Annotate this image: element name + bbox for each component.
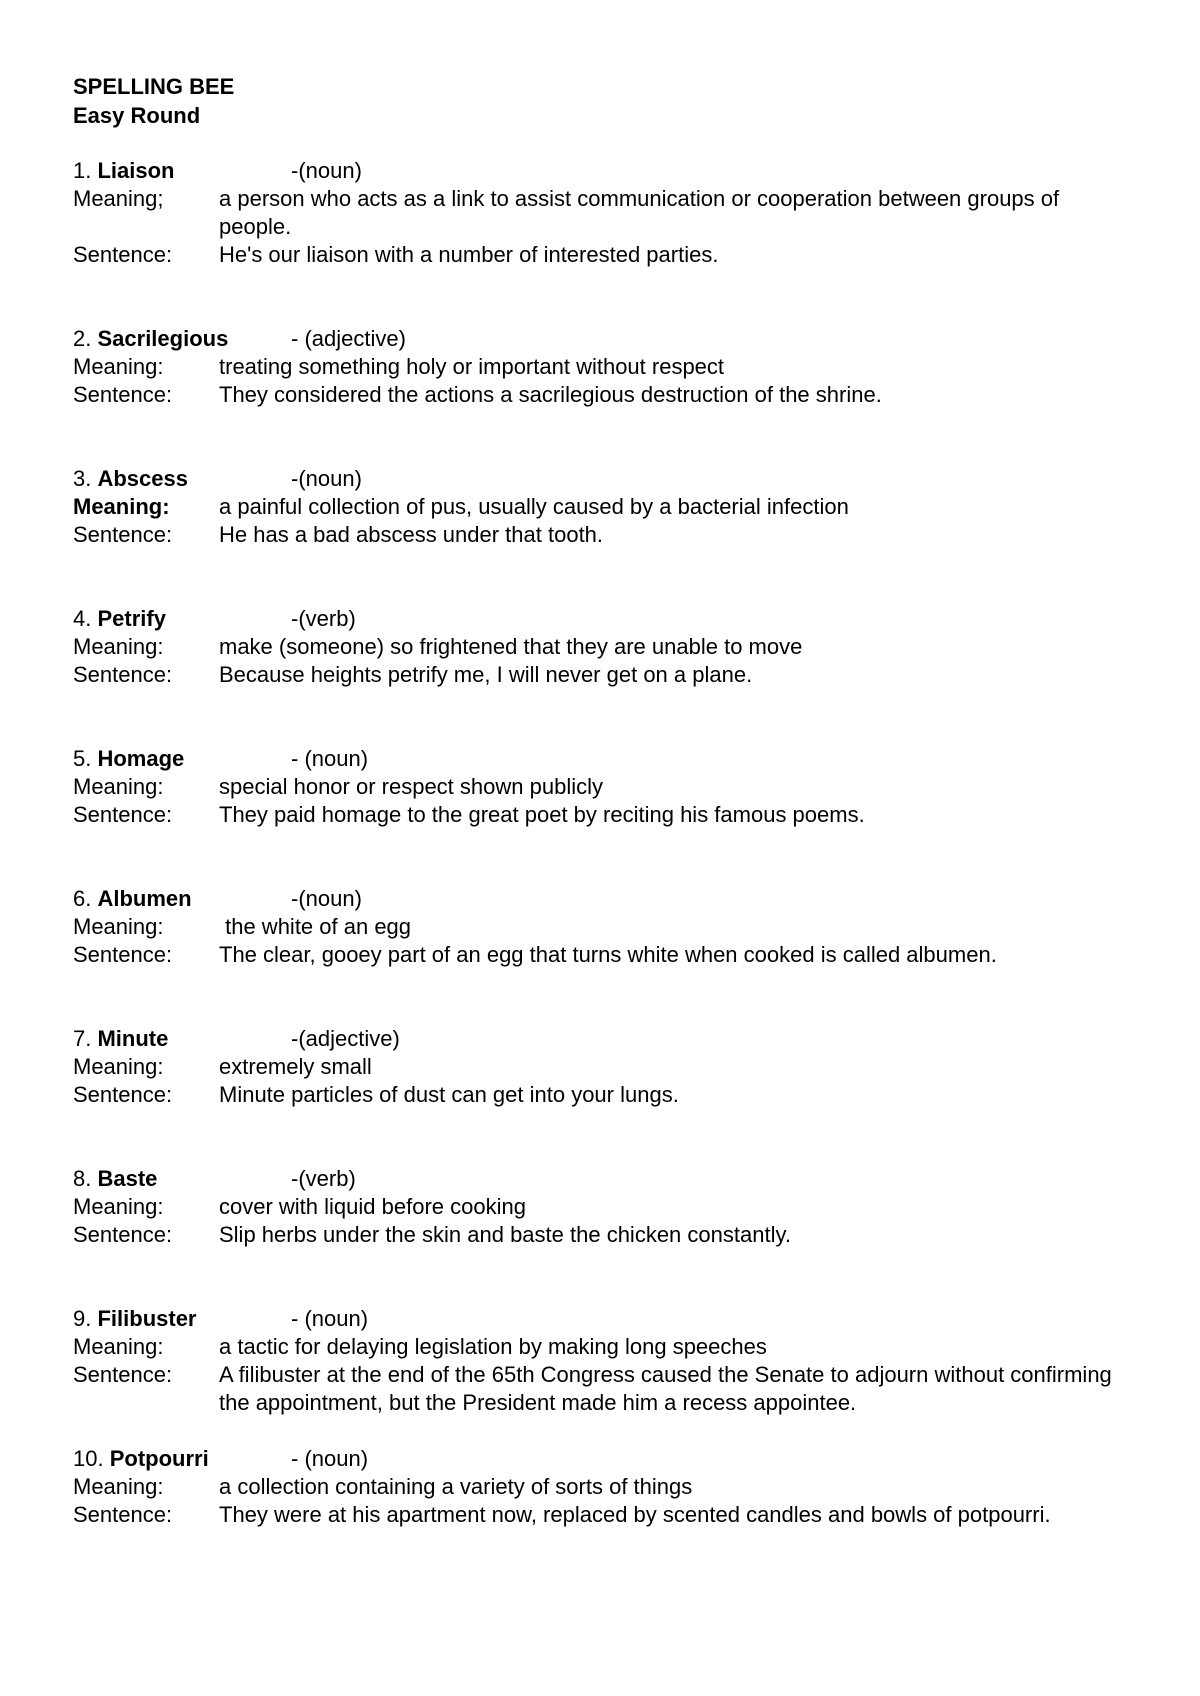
entry-number: 3.	[73, 466, 92, 491]
document-page	[73, 72, 1133, 1529]
entry-number: 6.	[73, 886, 92, 911]
entry-number: 8.	[73, 1166, 92, 1191]
sentence-label: Sentence:	[73, 1502, 173, 1527]
meaning-row	[73, 353, 1133, 381]
word-entry-4	[73, 605, 1133, 689]
entry-number: 9.	[73, 1306, 92, 1331]
meaning-row	[73, 493, 1133, 521]
entry-part-of-speech: -(noun)	[291, 466, 362, 491]
sentence-text: He's our liaison with a number of interested parties.	[219, 242, 719, 267]
document-subtitle: Easy Round	[73, 103, 201, 128]
entry-part-of-speech: -(noun)	[291, 158, 362, 183]
entry-word: Albumen	[97, 886, 192, 911]
meaning-label: Meaning;	[73, 186, 164, 211]
meaning-label: Meaning:	[73, 494, 170, 519]
meaning-text: cover with liquid before cooking	[219, 1194, 526, 1219]
sentence-text: Slip herbs under the skin and baste the chicken constantly.	[219, 1222, 791, 1247]
entry-number: 10.	[73, 1446, 104, 1471]
word-entry-6	[73, 885, 1133, 969]
entry-word: Filibuster	[97, 1306, 197, 1331]
entry-part-of-speech: - (noun)	[291, 1306, 369, 1331]
word-entry-10	[73, 1445, 1133, 1529]
meaning-text: a collection containing a variety of sorts of things	[219, 1474, 693, 1499]
sentence-label: Sentence:	[73, 522, 173, 547]
sentence-text: A filibuster at the end of the 65th Congress caused the Senate to adjourn without confirming the appointment, but the President made him a recess appointee.	[219, 1362, 1112, 1415]
sentence-label: Sentence:	[73, 1082, 173, 1107]
word-list	[73, 157, 1133, 1529]
entry-heading	[73, 745, 1133, 773]
sentence-text: They were at his apartment now, replaced by scented candles and bowls of potpourri.	[219, 1502, 1051, 1527]
entry-heading	[73, 885, 1133, 913]
entry-heading	[73, 465, 1133, 493]
meaning-text: the white of an egg	[219, 914, 412, 939]
meaning-label: Meaning:	[73, 914, 164, 939]
entry-heading	[73, 1445, 1133, 1473]
entry-heading	[73, 157, 1133, 185]
sentence-text: They paid homage to the great poet by reciting his famous poems.	[219, 802, 865, 827]
word-entry-5	[73, 745, 1133, 829]
meaning-text: a tactic for delaying legislation by making long speeches	[219, 1334, 767, 1359]
entry-word: Sacrilegious	[97, 326, 229, 351]
meaning-text: a person who acts as a link to assist communication or cooperation between groups of people.	[219, 186, 1060, 239]
meaning-label: Meaning:	[73, 1334, 164, 1359]
meaning-label: Meaning:	[73, 1054, 164, 1079]
sentence-row	[73, 1361, 1133, 1417]
sentence-row	[73, 1081, 1133, 1109]
sentence-text: Because heights petrify me, I will never get on a plane.	[219, 662, 753, 687]
meaning-row	[73, 185, 1133, 241]
entry-part-of-speech: -(verb)	[291, 1166, 356, 1191]
entry-number: 5.	[73, 746, 92, 771]
entry-heading	[73, 1305, 1133, 1333]
word-entry-1	[73, 157, 1133, 269]
word-entry-7	[73, 1025, 1133, 1109]
meaning-row	[73, 1193, 1133, 1221]
sentence-text: Minute particles of dust can get into your lungs.	[219, 1082, 679, 1107]
entry-word: Baste	[97, 1166, 158, 1191]
meaning-text: extremely small	[219, 1054, 372, 1079]
meaning-row	[73, 1473, 1133, 1501]
sentence-row	[73, 1221, 1133, 1249]
entry-part-of-speech: -(adjective)	[291, 1026, 400, 1051]
entry-number: 2.	[73, 326, 92, 351]
word-entry-3	[73, 465, 1133, 549]
entry-word: Petrify	[97, 606, 166, 631]
sentence-row	[73, 661, 1133, 689]
meaning-text: a painful collection of pus, usually caused by a bacterial infection	[219, 494, 849, 519]
sentence-row	[73, 941, 1133, 969]
word-entry-8	[73, 1165, 1133, 1249]
word-entry-9	[73, 1305, 1133, 1417]
entry-word: Liaison	[97, 158, 175, 183]
entry-word: Potpourri	[109, 1446, 209, 1471]
sentence-label: Sentence:	[73, 942, 173, 967]
sentence-row	[73, 1501, 1133, 1529]
sentence-row	[73, 241, 1133, 269]
entry-heading	[73, 605, 1133, 633]
sentence-label: Sentence:	[73, 1362, 173, 1387]
sentence-text: He has a bad abscess under that tooth.	[219, 522, 604, 547]
meaning-label: Meaning:	[73, 634, 164, 659]
entry-number: 1.	[73, 158, 92, 183]
entry-heading	[73, 1025, 1133, 1053]
entry-part-of-speech: - (adjective)	[291, 326, 406, 351]
meaning-row	[73, 1333, 1133, 1361]
meaning-row	[73, 913, 1133, 941]
sentence-row	[73, 381, 1133, 409]
sentence-label: Sentence:	[73, 242, 173, 267]
meaning-text: make (someone) so frightened that they are unable to move	[219, 634, 803, 659]
document-title: SPELLING BEE	[73, 74, 235, 99]
meaning-label: Meaning:	[73, 354, 164, 379]
entry-part-of-speech: - (noun)	[291, 1446, 369, 1471]
sentence-label: Sentence:	[73, 1222, 173, 1247]
entry-word: Minute	[97, 1026, 169, 1051]
meaning-row	[73, 1053, 1133, 1081]
sentence-label: Sentence:	[73, 662, 173, 687]
entry-part-of-speech: -(noun)	[291, 886, 362, 911]
entry-number: 7.	[73, 1026, 92, 1051]
entry-part-of-speech: -(verb)	[291, 606, 356, 631]
entry-heading	[73, 1165, 1133, 1193]
meaning-text: treating something holy or important without respect	[219, 354, 725, 379]
sentence-text: They considered the actions a sacrilegious destruction of the shrine.	[219, 382, 882, 407]
meaning-row	[73, 633, 1133, 661]
word-entry-2	[73, 325, 1133, 409]
sentence-row	[73, 801, 1133, 829]
entry-heading	[73, 325, 1133, 353]
sentence-label: Sentence:	[73, 382, 173, 407]
sentence-row	[73, 521, 1133, 549]
entry-word: Homage	[97, 746, 185, 771]
meaning-row	[73, 773, 1133, 801]
meaning-label: Meaning:	[73, 774, 164, 799]
meaning-label: Meaning:	[73, 1194, 164, 1219]
meaning-label: Meaning:	[73, 1474, 164, 1499]
meaning-text: special honor or respect shown publicly	[219, 774, 603, 799]
entry-number: 4.	[73, 606, 92, 631]
sentence-text: The clear, gooey part of an egg that turns white when cooked is called albumen.	[219, 942, 997, 967]
entry-part-of-speech: - (noun)	[291, 746, 369, 771]
sentence-label: Sentence:	[73, 802, 173, 827]
entry-word: Abscess	[97, 466, 188, 491]
